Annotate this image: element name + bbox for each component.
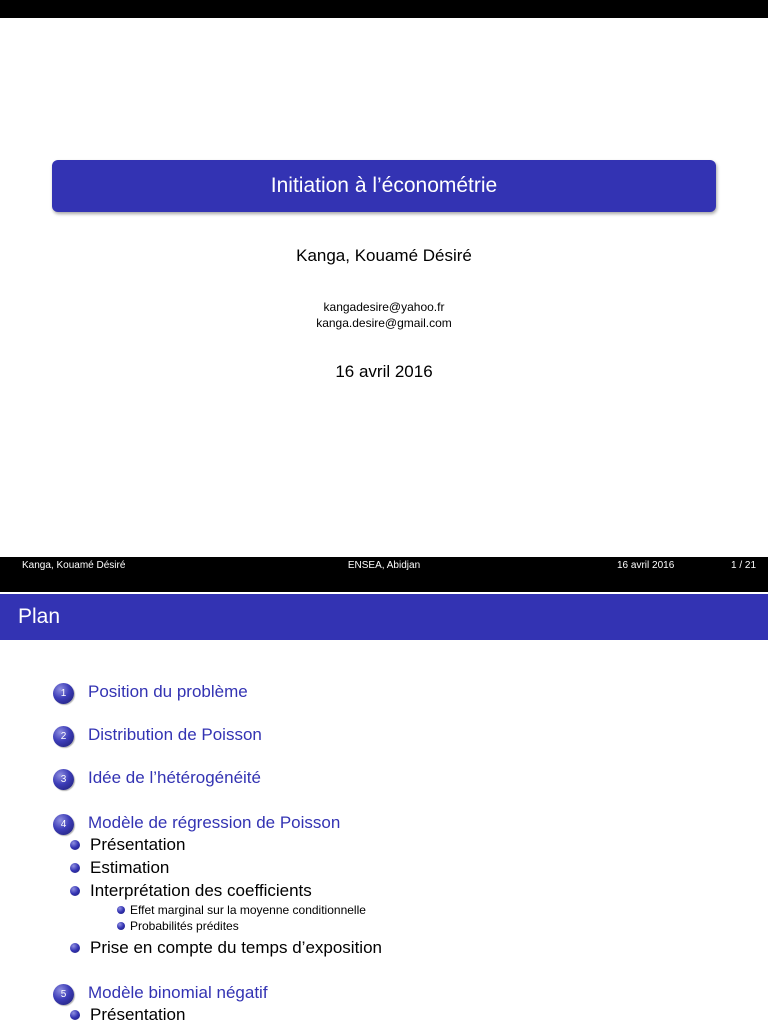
slide-footer <box>0 557 768 592</box>
toc-subsubsection-label[interactable]: Effet marginal sur la moyenne conditionnelle <box>130 903 366 917</box>
toc-subsubsection[interactable] <box>130 903 366 917</box>
toc-subsection[interactable] <box>90 938 382 958</box>
toc-section-label[interactable]: Idée de l’hétérogénéité <box>88 768 261 787</box>
bullet-icon <box>117 922 125 930</box>
plan-header <box>0 594 768 640</box>
toc-subsection-label[interactable]: Prise en compte du temps d’exposition <box>90 938 382 957</box>
email-gmail: kanga.desire@gmail.com <box>316 316 452 330</box>
footer-author: Kanga, Kouamé Désiré <box>22 560 126 571</box>
bullet-icon <box>117 906 125 914</box>
slide-title <box>52 160 716 212</box>
toc-subsubsection[interactable] <box>130 919 239 933</box>
section-number-ball: 3 <box>53 769 74 790</box>
toc-section-label[interactable]: Modèle de régression de Poisson <box>88 813 341 832</box>
bullet-icon <box>70 863 80 873</box>
toc-subsection[interactable] <box>90 1005 185 1025</box>
toc-section-label[interactable]: Position du problème <box>88 682 248 701</box>
bullet-icon <box>70 943 80 953</box>
section-number-ball: 4 <box>53 814 74 835</box>
toc-subsection-label[interactable]: Présentation <box>90 835 186 854</box>
section-number-ball: 1 <box>53 683 74 704</box>
footer-institution: ENSEA, Abidjan <box>347 560 421 571</box>
presentation-date: 16 avril 2016 <box>335 362 433 381</box>
footer-date: 16 avril 2016 <box>617 560 675 571</box>
section-number-ball: 2 <box>53 726 74 747</box>
bullet-icon <box>70 886 80 896</box>
top-bar <box>0 0 768 18</box>
bullet-icon <box>70 840 80 850</box>
section-number-ball: 5 <box>53 984 74 1005</box>
toc-section-label[interactable]: Distribution de Poisson <box>88 725 262 744</box>
slide-title-text: Initiation à l’économétrie <box>270 174 498 197</box>
toc-subsection-label[interactable]: Interprétation des coefficients <box>90 881 312 900</box>
toc-subsection-label[interactable]: Présentation <box>90 1005 186 1024</box>
footer-page-number: 1 / 21 <box>731 560 757 571</box>
plan-title: Plan <box>18 605 61 628</box>
toc-subsection[interactable] <box>90 835 185 855</box>
toc-subsection-label[interactable]: Estimation <box>90 858 170 877</box>
bullet-icon <box>70 1010 80 1020</box>
email-yahoo: kangadesire@yahoo.fr <box>323 300 445 314</box>
toc-subsubsection-label[interactable]: Probabilités prédites <box>130 919 239 933</box>
author-name: Kanga, Kouamé Désiré <box>296 246 472 265</box>
toc-section-label[interactable]: Modèle binomial négatif <box>88 983 268 1002</box>
toc-subsection[interactable] <box>90 858 169 878</box>
toc-subsection[interactable] <box>90 881 312 901</box>
